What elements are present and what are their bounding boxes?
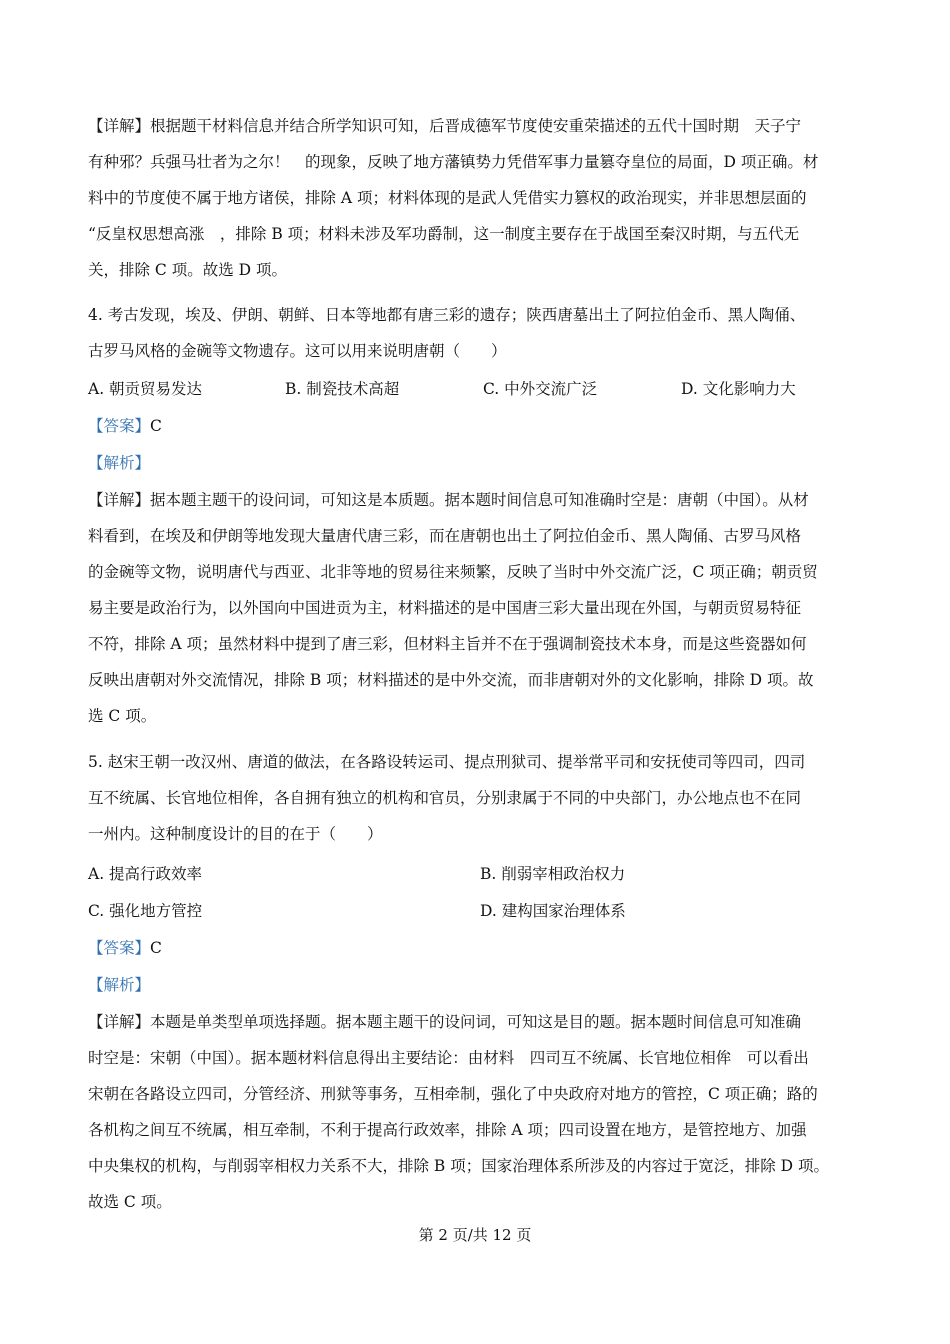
q3-detail-line-4: “反皇权思想高涨 ，排除 B 项；材料未涉及军功爵制，这一制度主要存在于战国至秦汉时期，与五代无: [88, 225, 800, 243]
q4-detail-line-6: 反映出唐朝对外交流情况，排除 B 项；材料描述的是中外交流，而非唐朝对外的文化影响，排除 D 项。故: [88, 671, 814, 689]
detail-tag: 【详解】: [88, 491, 151, 509]
detail-tag: 【详解】: [88, 1013, 151, 1031]
q4-detail-line-3: 的金碗等文物，说明唐代与西亚、北非等地的贸易往来频繁，反映了当时中外交流广泛，C 项正确；朝贡贸: [88, 563, 818, 581]
q5-detail-line-4: 各机构之间互不统属，相互牵制，不利于提高行政效率，排除 A 项；四司设置在地方，是管控地方、加强: [88, 1121, 807, 1139]
q5-detail-line-3: 宋朝在各路设立四司，分管经济、刑狱等事务，互相牵制，强化了中央政府对地方的管控，C 项正确；路的: [88, 1085, 818, 1103]
q5-stem-line-1: 5. 赵宋王朝一改汉州、唐道的做法，在各路设转运司、提点刑狱司、提举常平司和安抚使司等四司，四司: [88, 753, 806, 771]
q5-detail-line-2: 时空是：宋朝（中国）。据本题材料信息得出主要结论：由材料 四司互不统属、长官地位相侔 可以看出: [88, 1049, 809, 1067]
answer-tag: 【答案】: [88, 417, 151, 435]
q4-option-d: D. 文化影响力大: [681, 380, 796, 398]
q4-option-b: B. 制瓷技术高超: [285, 380, 400, 398]
q4-detail-line-4: 易主要是政治行为，以外国向中国进贡为主，材料描述的是中国唐三彩大量出现在外国，与朝贡贸易特征: [88, 599, 802, 617]
q3-detail-line-2: 有种邪？兵强马壮者为之尔！ 的现象，反映了地方藩镇势力凭借军事力量篡夺皇位的局面，D 项正确。材: [88, 153, 819, 171]
q3-detail-line-3: 料中的节度使不属于地方诸侯，排除 A 项；材料体现的是武人凭借实力篡权的政治现实，并非思想层面的: [88, 189, 807, 207]
q3-detail-line-5: 关，排除 C 项。故选 D 项。: [88, 261, 287, 279]
q4-detail-line-2: 料看到，在埃及和伊朗等地发现大量唐代唐三彩，而在唐朝也出土了阿拉伯金币、黑人陶俑、古罗马风格: [88, 527, 802, 545]
q4-detail-line-5: 不符，排除 A 项；虽然材料中提到了唐三彩，但材料主旨并不在于强调制瓷技术本身，而是这些瓷器如何: [88, 635, 807, 653]
q5-answer: [88, 938, 878, 958]
q4-answer: [88, 416, 878, 436]
answer-tag: 【答案】: [88, 939, 151, 957]
q3-detail-line-1: 【详解】根据题干材料信息并结合所学知识可知，后晋成德军节度使安重荣描述的五代十国时期 天子宁: [88, 117, 802, 135]
page-number-footer: 第 2 页/共 12 页: [418, 1226, 532, 1244]
analysis-tag: 【解析】: [88, 976, 151, 994]
q5-option-a: A. 提高行政效率: [88, 865, 203, 883]
q4-option-c: C. 中外交流广泛: [483, 380, 598, 398]
q5-stem-line-3: 一州内。这种制度设计的目的在于（ ）: [88, 825, 383, 843]
detail-tag: 【详解】: [88, 117, 151, 135]
q5-detail-line-1: 【详解】本题是单类型单项选择题。据本题主题干的设问词，可知这是目的题。据本题时间信息可知准确: [88, 1013, 802, 1031]
q4-option-a: A. 朝贡贸易发达: [88, 380, 203, 398]
q5-analysis: [88, 975, 878, 995]
answer-value: C: [150, 417, 162, 435]
q5-option-c: C. 强化地方管控: [88, 902, 203, 920]
q4-detail-line-1: 【详解】据本题主题干的设问词，可知这是本质题。据本题时间信息可知准确时空是：唐朝（中国）。从材: [88, 491, 809, 509]
answer-value: C: [150, 939, 162, 957]
q4-stem-line-1: 4. 考古发现，埃及、伊朗、朝鲜、日本等地都有唐三彩的遗存；陕西唐墓出土了阿拉伯金币、黑人陶俑、: [88, 306, 806, 324]
q5-stem-line-2: 互不统属、长官地位相侔，各自拥有独立的机构和官员，分别隶属于不同的中央部门，办公地点也不在同: [88, 789, 802, 807]
q4-analysis: [88, 453, 878, 473]
q5-detail-line-5: 中央集权的机构，与削弱宰相权力关系不大，排除 B 项；国家治理体系所涉及的内容过于宽泛，排除 D 项。: [88, 1157, 830, 1175]
analysis-tag: 【解析】: [88, 454, 151, 472]
q5-option-d: D. 建构国家治理体系: [480, 902, 626, 920]
q4-detail-line-7: 选 C 项。: [88, 707, 157, 725]
q5-detail-line-6: 故选 C 项。: [88, 1193, 172, 1211]
q4-stem-line-2: 古罗马风格的金碗等文物遗存。这可以用来说明唐朝（ ）: [88, 342, 507, 360]
q5-option-b: B. 削弱宰相政治权力: [480, 865, 626, 883]
